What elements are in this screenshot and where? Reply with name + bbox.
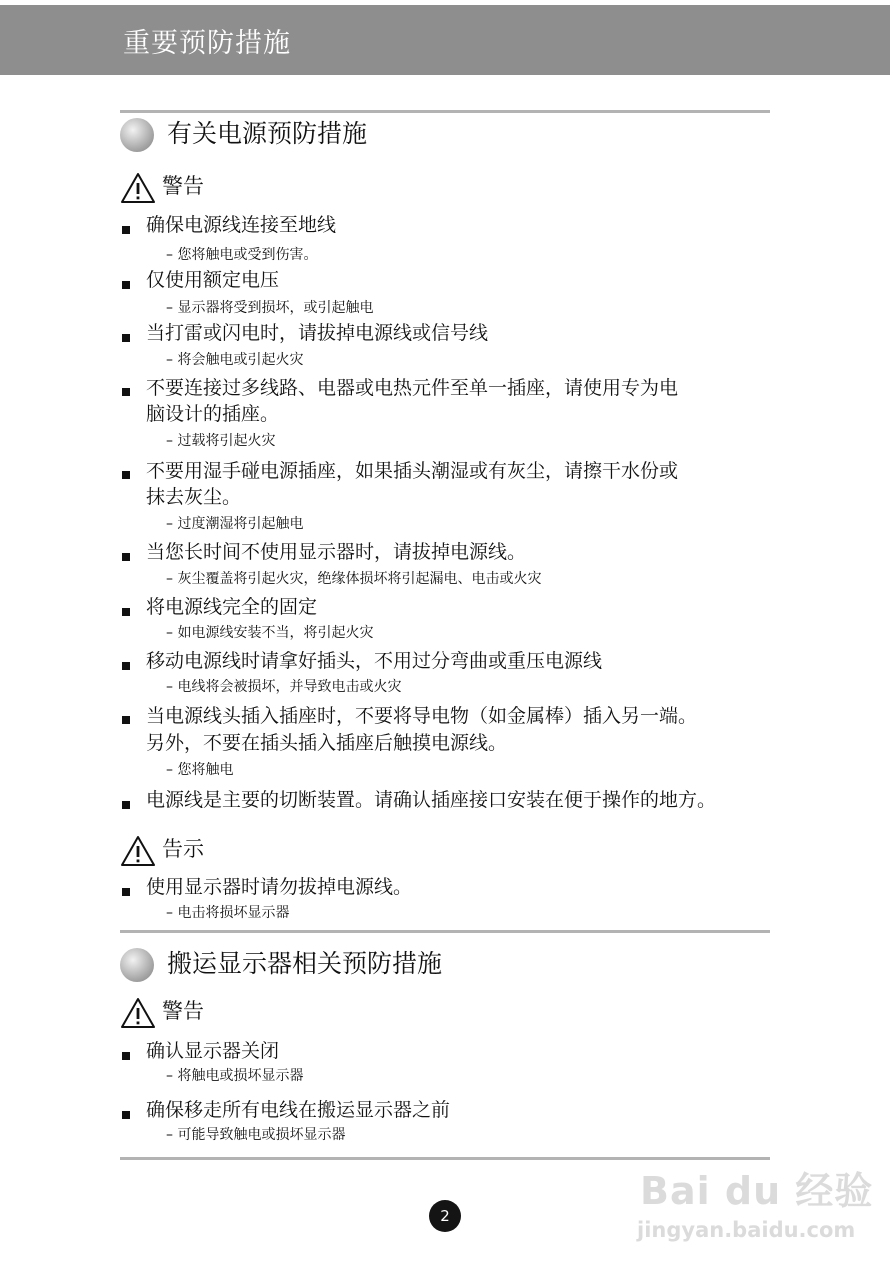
item-text: 不要用湿手碰电源插座，如果插头潮湿或有灰尘，请擦干水份或	[146, 460, 679, 482]
bottom-divider	[120, 1157, 770, 1160]
section-title: 搬运显示器相关预防措施	[167, 949, 443, 978]
bullet-square-icon	[122, 388, 130, 396]
item-text: 电源线是主要的切断装置。请确认插座接口安装在便于操作的地方。	[146, 789, 717, 811]
list-item	[120, 596, 780, 650]
bullet-square-icon	[122, 662, 130, 670]
list-item	[120, 876, 780, 930]
list-item	[120, 1099, 780, 1153]
page-number: 2	[429, 1200, 461, 1232]
item-text: 移动电源线时请拿好插头，不用过分弯曲或重压电源线	[146, 650, 603, 672]
list-item	[120, 269, 780, 323]
section-moving-heading	[120, 945, 570, 983]
bullet-square-icon	[122, 888, 130, 896]
item-text: 当您长时间不使用显示器时，请拔掉电源线。	[146, 541, 527, 563]
item-note: – 过载将引起火灾	[166, 433, 276, 449]
caution-title: 告示	[162, 837, 204, 861]
list-item	[120, 1040, 780, 1094]
bullet-square-icon	[122, 281, 130, 289]
list-item	[120, 705, 780, 783]
item-note: – 您将触电	[166, 762, 234, 778]
item-text: 当电源线头插入插座时，不要将导电物（如金属棒）插入另一端。	[146, 705, 698, 727]
item-note: – 电线将会被损坏，并导致电击或火灾	[166, 679, 402, 695]
section-bullet-icon	[120, 948, 154, 982]
watermark-url: jingyan.baidu.com	[637, 1218, 856, 1242]
list-item	[120, 377, 780, 455]
item-text: 将电源线完全的固定	[146, 596, 318, 618]
section-power-heading	[120, 115, 520, 153]
caution-heading	[120, 835, 260, 869]
item-text: 当打雷或闪电时，请拔掉电源线或信号线	[146, 322, 489, 344]
item-note: – 将触电或损坏显示器	[166, 1068, 304, 1084]
section-title: 有关电源预防措施	[167, 119, 368, 148]
section-divider	[120, 930, 770, 933]
bullet-square-icon	[122, 553, 130, 561]
item-note: – 电击将损坏显示器	[166, 905, 290, 921]
bullet-square-icon	[122, 1111, 130, 1119]
item-text: 确认显示器关闭	[146, 1040, 280, 1062]
page-title: 重要预防措施	[123, 28, 291, 59]
watermark-logo: Bai du 经验	[640, 1169, 874, 1213]
item-note: – 您将触电或受到伤害。	[166, 247, 318, 263]
list-item	[120, 789, 780, 823]
bullet-square-icon	[122, 801, 130, 809]
bullet-square-icon	[122, 716, 130, 724]
bullet-square-icon	[122, 226, 130, 234]
top-divider	[120, 110, 770, 113]
bullet-square-icon	[122, 334, 130, 342]
list-item	[120, 322, 780, 376]
item-text: 另外，不要在插头插入插座后触摸电源线。	[146, 732, 508, 754]
warning-heading	[120, 997, 260, 1031]
section-bullet-icon	[120, 118, 154, 152]
bullet-square-icon	[122, 471, 130, 479]
item-note: – 过度潮湿将引起触电	[166, 516, 304, 532]
item-text: 确保电源线连接至地线	[146, 214, 337, 236]
bullet-square-icon	[122, 1052, 130, 1060]
list-item	[120, 650, 780, 704]
list-item	[120, 214, 780, 268]
item-text: 使用显示器时请勿拔掉电源线。	[146, 876, 413, 898]
item-text: 脑设计的插座。	[146, 403, 280, 425]
caution-triangle-icon	[120, 835, 156, 867]
list-item	[120, 460, 780, 538]
item-note: – 灰尘覆盖将引起火灾，绝缘体损坏将引起漏电、电击或火灾	[166, 571, 542, 587]
bullet-square-icon	[122, 608, 130, 616]
item-note: – 显示器将受到损坏，或引起触电	[166, 300, 374, 316]
warning-triangle-icon	[120, 997, 156, 1029]
item-note: – 将会触电或引起火灾	[166, 352, 304, 368]
item-note: – 可能导致触电或损坏显示器	[166, 1127, 346, 1143]
item-text: 确保移走所有电线在搬运显示器之前	[146, 1099, 451, 1121]
list-item	[120, 541, 780, 595]
item-note: – 如电源线安装不当，将引起火灾	[166, 625, 374, 641]
item-text: 抹去灰尘。	[146, 486, 242, 508]
warning-heading	[120, 172, 260, 206]
warning-title: 警告	[162, 999, 204, 1023]
warning-triangle-icon	[120, 172, 156, 204]
item-text: 仅使用额定电压	[146, 269, 280, 291]
item-text: 不要连接过多线路、电器或电热元件至单一插座，请使用专为电	[146, 377, 679, 399]
warning-title: 警告	[162, 174, 204, 198]
